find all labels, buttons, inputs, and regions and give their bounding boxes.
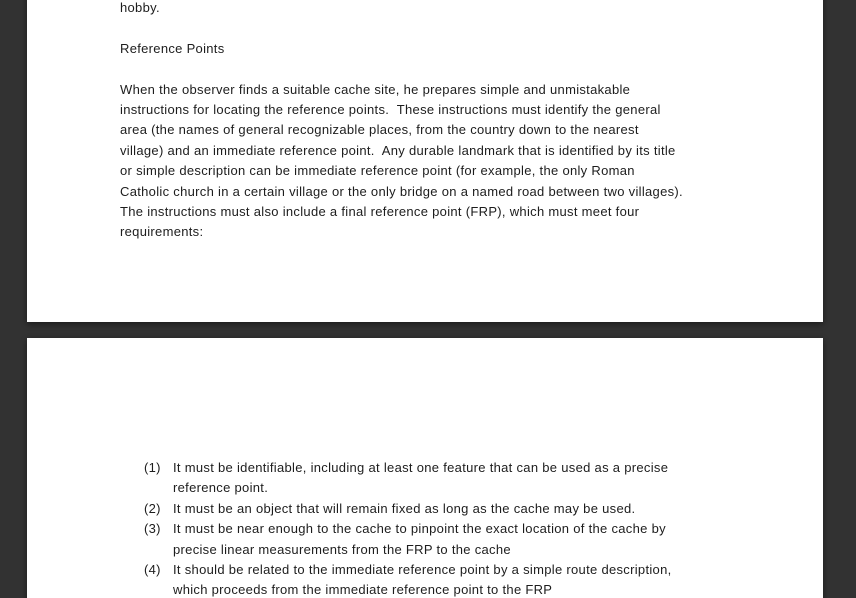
page-1-text-block bbox=[120, 0, 763, 243]
list-item-line bbox=[144, 540, 783, 560]
list-item-text: which proceeds from the immediate reference point to the FRP bbox=[173, 582, 553, 598]
text-line: The instructions must also include a final reference point (FRP), which must meet four bbox=[120, 204, 640, 220]
list-item-line bbox=[144, 458, 783, 478]
list-item-number: (2) bbox=[144, 500, 161, 516]
page-2-text-block bbox=[27, 458, 783, 598]
text-line bbox=[120, 18, 763, 38]
text-line: Catholic church in a certain village or the only bridge on a named road between two villages). bbox=[120, 183, 683, 199]
list-item-line bbox=[144, 499, 783, 519]
list-item-text: It should be related to the immediate reference point by a simple route description, bbox=[173, 562, 672, 578]
list-item-number: (1) bbox=[144, 460, 161, 475]
list-item-text: precise linear measurements from the FRP to the cache bbox=[173, 541, 511, 557]
list-item-text: It must be an object that will remain fixed as long as the cache may be used. bbox=[173, 500, 636, 516]
text-line: area (the names of general recognizable places, from the country down to the nearest bbox=[120, 122, 639, 138]
text-line: hobby. bbox=[120, 0, 160, 15]
list-item-number: (4) bbox=[144, 562, 161, 578]
text-line: When the observer finds a suitable cache site, he prepares simple and unmistakable bbox=[120, 81, 631, 97]
text-line: instructions for locating the reference points. These instructions must identify the general bbox=[120, 102, 661, 117]
list-item-text: It must be near enough to the cache to pinpoint the exact location of the cache by bbox=[173, 521, 666, 537]
list-item-line bbox=[144, 478, 783, 498]
text-line: village) and an immediate reference point. Any durable landmark that is identified by its title bbox=[120, 142, 676, 158]
list-item-number bbox=[144, 478, 173, 498]
list-item-text: It must be identifiable, including at least one feature that can be used as a precise bbox=[173, 460, 669, 475]
list-item-text: reference point. bbox=[173, 480, 269, 496]
document-page-2 bbox=[27, 338, 823, 598]
list-item-line bbox=[144, 560, 783, 580]
text-line bbox=[120, 59, 763, 79]
list-item-number bbox=[144, 580, 173, 598]
text-line: requirements: bbox=[120, 224, 204, 240]
text-line: or simple description can be immediate reference point (for example, the only Roman bbox=[120, 163, 635, 179]
list-item-line bbox=[144, 580, 783, 598]
list-item-number bbox=[144, 540, 173, 560]
list-item-line bbox=[144, 519, 783, 539]
list-item-number: (3) bbox=[144, 521, 161, 537]
document-page-1 bbox=[27, 0, 823, 322]
section-heading: Reference Points bbox=[120, 40, 225, 56]
